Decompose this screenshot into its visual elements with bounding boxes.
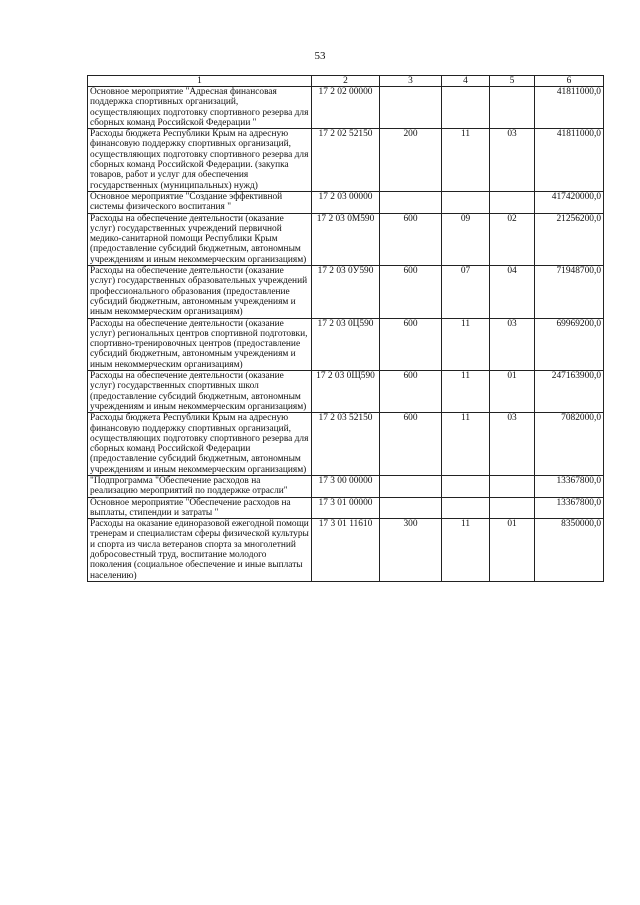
row-code: 17 3 01 11610 (312, 519, 380, 582)
row-subsection: 01 (490, 371, 535, 413)
row-subsection: 03 (490, 413, 535, 476)
row-expense-type (380, 87, 442, 129)
row-expense-type: 600 (380, 371, 442, 413)
row-section: 11 (442, 519, 490, 582)
row-section: 11 (442, 129, 490, 192)
budget-table (87, 75, 604, 582)
row-section: 11 (442, 318, 490, 370)
table-row (88, 318, 604, 370)
row-name: Расходы на обеспечение деятельности (оказание услуг) региональных центров спортивной подготовки, спортивно-тренировочных центров (предоставление субсидий бюджетным, автономным учреждениям и иным некоммерческим организациям) (88, 318, 312, 370)
table-row (88, 519, 604, 582)
row-subsection: 01 (490, 519, 535, 582)
row-section (442, 191, 490, 213)
row-name: Основное мероприятие "Адресная финансовая поддержка спортивных организаций, осуществляющих подготовку спортивного резерва для сборных команд Российской Федерации " (88, 87, 312, 129)
table-row (88, 129, 604, 192)
row-section: 07 (442, 266, 490, 318)
row-name: Основное мероприятие "Обеспечение расходов на выплаты, стипендии и затраты " (88, 497, 312, 519)
row-expense-type: 300 (380, 519, 442, 582)
row-name: Расходы на обеспечение деятельности (оказание услуг) государственных спортивных школ (предоставление субсидий бюджетным, автономным учреждениям и иным некоммерческим организациям) (88, 371, 312, 413)
page-number: 53 (314, 50, 326, 62)
row-subsection (490, 475, 535, 497)
row-subsection: 03 (490, 318, 535, 370)
row-code: 17 2 02 00000 (312, 87, 380, 129)
row-expense-type (380, 475, 442, 497)
row-sum: 41811000,0 (535, 87, 604, 129)
table-row (88, 266, 604, 318)
row-sum: 71948700,0 (535, 266, 604, 318)
row-section (442, 87, 490, 129)
row-subsection: 02 (490, 213, 535, 265)
row-code: 17 2 03 0Щ590 (312, 371, 380, 413)
row-name: Основное мероприятие "Создание эффективной системы физического воспитания " (88, 191, 312, 213)
row-expense-type: 600 (380, 266, 442, 318)
row-expense-type: 600 (380, 413, 442, 476)
row-subsection: 03 (490, 129, 535, 192)
row-sum: 7082000,0 (535, 413, 604, 476)
row-sum: 41811000,0 (535, 129, 604, 192)
header-cell: 5 (490, 76, 535, 87)
row-name: Расходы на оказание единоразовой ежегодной помощи тренерам и специалистам сферы физической культуры и спорта из числа ветеранов спорта за многолетний добросовестный труд, воспитание молодого поколения (социальное обеспечение и иные выплаты населению) (88, 519, 312, 582)
row-code: 17 2 03 0У590 (312, 266, 380, 318)
header-row (88, 76, 604, 87)
row-code: 17 2 03 52150 (312, 413, 380, 476)
row-code: 17 2 03 0Ц590 (312, 318, 380, 370)
row-name: "Подпрограмма "Обеспечение расходов на реализацию мероприятий по поддержке отрасли" (88, 475, 312, 497)
row-section: 09 (442, 213, 490, 265)
row-subsection: 04 (490, 266, 535, 318)
row-sum: 247163900,0 (535, 371, 604, 413)
row-expense-type: 600 (380, 213, 442, 265)
table-row (88, 413, 604, 476)
table-row (88, 213, 604, 265)
row-code: 17 2 02 52150 (312, 129, 380, 192)
row-sum: 69969200,0 (535, 318, 604, 370)
row-name: Расходы бюджета Республики Крым на адресную финансовую поддержку спортивных организаций, осуществляющих подготовку спортивного резерва для сборных команд Российской Федерации (предоставление субсидий бюджетным, автономным учреждениям и иным некоммерческим организациям) (88, 413, 312, 476)
table-row (88, 475, 604, 497)
row-sum: 13367800,0 (535, 475, 604, 497)
row-sum: 417420000,0 (535, 191, 604, 213)
table-row (88, 191, 604, 213)
row-name: Расходы на обеспечение деятельности (оказание услуг) государственных учреждений первичной медико-санитарной помощи Республики Крым (предоставление субсидий бюджетным, автономным учреждениям и иным некоммерческим организациям) (88, 213, 312, 265)
row-sum: 13367800,0 (535, 497, 604, 519)
row-subsection (490, 497, 535, 519)
header-cell: 3 (380, 76, 442, 87)
row-subsection (490, 87, 535, 129)
header-cell: 2 (312, 76, 380, 87)
row-code: 17 2 03 0М590 (312, 213, 380, 265)
table-row (88, 87, 604, 129)
row-sum: 21256200,0 (535, 213, 604, 265)
row-subsection (490, 191, 535, 213)
row-name: Расходы на обеспечение деятельности (оказание услуг) государственных образовательных учреждений профессионального образования (предоставление субсидий бюджетным, автономным учреждениям и иным некоммерческим организациям) (88, 266, 312, 318)
row-section (442, 497, 490, 519)
row-expense-type (380, 191, 442, 213)
header-cell: 4 (442, 76, 490, 87)
table-row (88, 497, 604, 519)
row-name: Расходы бюджета Республики Крым на адресную финансовую поддержку спортивных организаций, осуществляющих подготовку спортивного резерва для сборных команд Российской Федерации. (закупка товаров, работ и услуг для обеспечения государственных (муниципальных) нужд) (88, 129, 312, 192)
header-cell: 1 (88, 76, 312, 87)
header-cell: 6 (535, 76, 604, 87)
row-expense-type (380, 497, 442, 519)
row-code: 17 3 01 00000 (312, 497, 380, 519)
row-section: 11 (442, 413, 490, 476)
row-expense-type: 600 (380, 318, 442, 370)
row-section (442, 475, 490, 497)
row-section: 11 (442, 371, 490, 413)
row-code: 17 2 03 00000 (312, 191, 380, 213)
row-sum: 8350000,0 (535, 519, 604, 582)
row-code: 17 3 00 00000 (312, 475, 380, 497)
table-row (88, 371, 604, 413)
row-expense-type: 200 (380, 129, 442, 192)
